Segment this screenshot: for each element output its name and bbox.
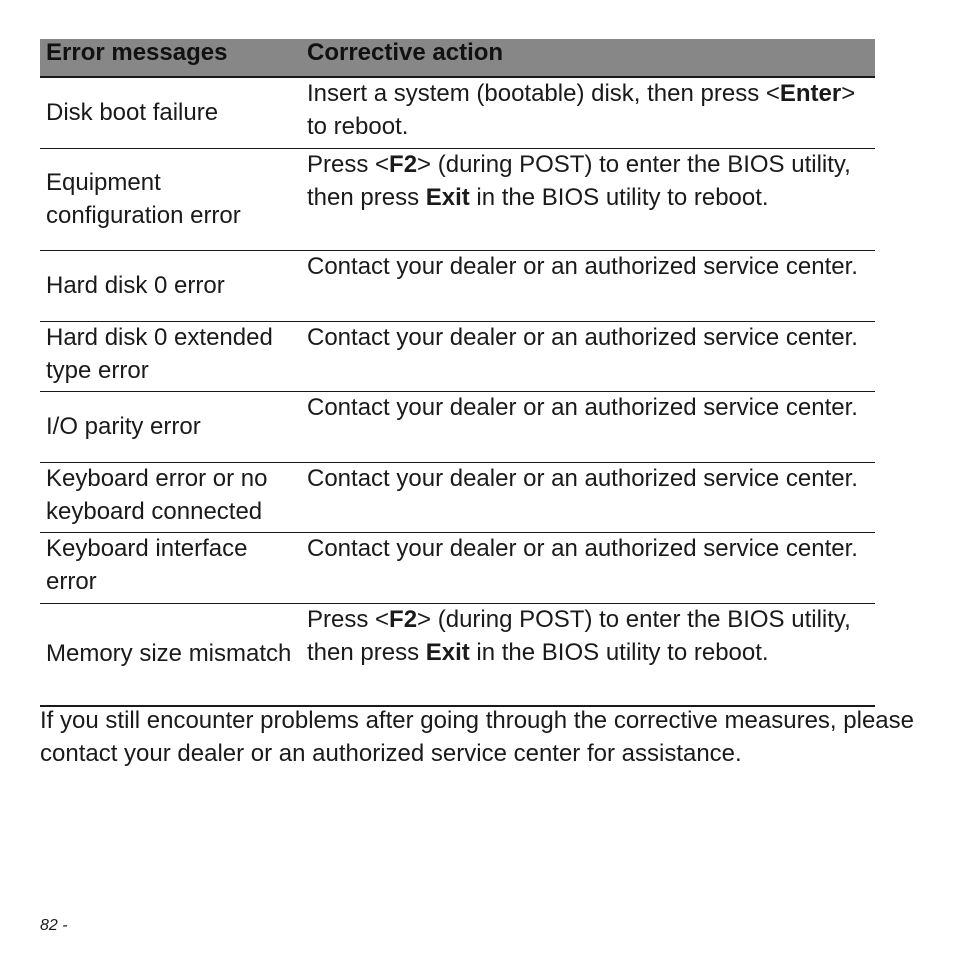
bios-option-name: Exit (425, 638, 470, 666)
action-text: Press < (307, 151, 390, 178)
corrective-action-cell (302, 322, 875, 392)
action-text: in the BIOS utility to reboot. (469, 638, 769, 666)
error-message-cell: Keyboard interface error (40, 533, 302, 604)
key-name: F2 (389, 606, 418, 633)
action-text: in the BIOS utility to reboot. (469, 183, 769, 211)
action-text: > (during POST) to enter the BIOS utility, then press (307, 151, 851, 211)
error-message-cell: I/O parity error (40, 392, 302, 463)
corrective-action-cell (302, 149, 875, 251)
action-text: Insert a system (bootable) disk, then press < (307, 80, 780, 107)
table-row (40, 392, 875, 463)
action-text: > (during POST) to enter the BIOS utility, then press (307, 606, 851, 666)
error-message-cell: Hard disk 0 error (40, 251, 302, 322)
action-text: Contact your dealer or an authorized service center. (307, 253, 858, 280)
table-row (40, 149, 875, 251)
column-header-corrective-action: Corrective action (302, 39, 875, 77)
corrective-action-cell (302, 604, 875, 707)
error-message-cell: Keyboard error or no keyboard connected (40, 463, 302, 533)
table-row (40, 251, 875, 322)
corrective-action-cell (302, 463, 875, 533)
assistance-note: If you still encounter problems after going through the corrective measures, please contact your dealer or an authorized service center for assistance. (40, 707, 914, 767)
action-text: Contact your dealer or an authorized service center. (307, 324, 858, 351)
bios-option-name: Exit (425, 183, 470, 211)
error-message-cell: Disk boot failure (40, 77, 302, 149)
table-header-row (40, 39, 875, 77)
table-row (40, 533, 875, 604)
action-text: Press < (307, 606, 390, 633)
column-header-error-messages: Error messages (40, 39, 302, 77)
error-message-cell: Hard disk 0 extended type error (40, 322, 302, 392)
action-text: Contact your dealer or an authorized service center. (307, 394, 858, 421)
action-text: Contact your dealer or an authorized service center. (307, 465, 858, 492)
corrective-action-cell (302, 392, 875, 463)
error-messages-table (40, 39, 875, 707)
error-message-cell: Memory size mismatch (40, 604, 302, 707)
table-row (40, 322, 875, 392)
corrective-action-cell (302, 77, 875, 149)
table-row (40, 604, 875, 707)
table-row (40, 77, 875, 149)
error-message-cell: Equipment configuration error (40, 149, 302, 251)
corrective-action-cell (302, 533, 875, 604)
table-row (40, 463, 875, 533)
corrective-action-cell (302, 251, 875, 322)
key-name: F2 (389, 151, 418, 178)
key-name: Enter (779, 80, 842, 107)
action-text: > to reboot. (307, 80, 856, 140)
page-number: 82 - (40, 917, 68, 934)
action-text: Contact your dealer or an authorized service center. (307, 535, 858, 562)
